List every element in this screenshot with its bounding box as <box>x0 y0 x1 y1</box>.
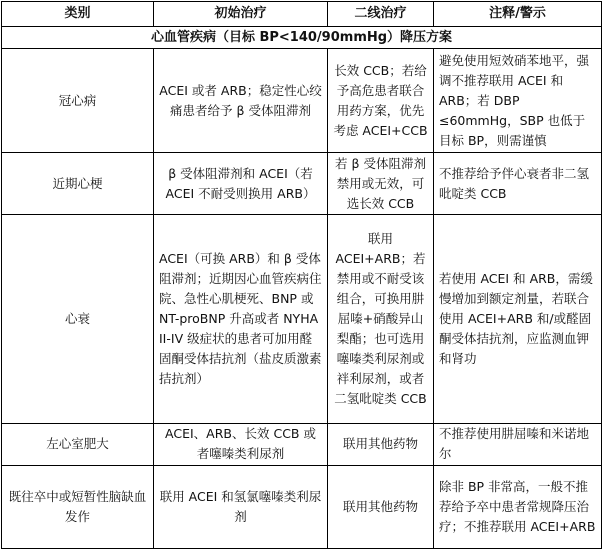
section-title: 心血管疾病（目标 BP<140/90mmHg）降压方案 <box>2 27 602 49</box>
table-row <box>2 153 602 215</box>
row-second-line-therapy: 联用其他药物 <box>328 465 434 548</box>
row-category: 既往卒中或短暂性脑缺血发作 <box>2 465 154 548</box>
row-notes: 除非 BP 非常高，一般不推荐给予卒中患者常规降压治疗；不推荐联用 ACEI+ARB <box>434 465 602 548</box>
row-notes: 避免使用短效硝苯地平，强调不推荐联用 ACEI 和 ARB；若 DBP ≤60mmHg，SBP 也低于目标 BP，则需谨慎 <box>434 49 602 153</box>
section-row <box>2 27 602 49</box>
row-initial-therapy: ACEI、ARB、长效 CCB 或者噻嗪类利尿剂 <box>154 423 328 465</box>
row-notes: 不推荐使用肼屈嗪和米诺地尔 <box>434 423 602 465</box>
row-initial-therapy: ACEI（可换 ARB）和 β 受体阻滞剂；近期因心血管疾病住院、急性心肌梗死、BNP 或 NT-proBNP 升高或者 NYHA II-IV 级症状的患者可加用醛固酮受体拮抗剂（盐皮质激素拮抗剂） <box>154 215 328 423</box>
row-category: 近期心梗 <box>2 153 154 215</box>
header-notes-warnings: 注释/警示 <box>434 2 602 27</box>
row-initial-therapy: 联用 ACEI 和氢氯噻嗪类利尿剂 <box>154 465 328 548</box>
row-category: 心衰 <box>2 215 154 423</box>
header-initial-therapy: 初始治疗 <box>154 2 328 27</box>
row-second-line-therapy: 长效 CCB；若给予高危患者联合用药方案，优先考虑 ACEI+CCB <box>328 49 434 153</box>
row-initial-therapy: β 受体阻滞剂和 ACEI（若 ACEI 不耐受则换用 ARB） <box>154 153 328 215</box>
table-row <box>2 49 602 153</box>
header-second-line-therapy: 二线治疗 <box>328 2 434 27</box>
hypertension-regimen-table <box>1 1 602 549</box>
row-notes: 若使用 ACEI 和 ARB，需缓慢增加到额定剂量，若联合使用 ACEI+ARB 和/或醛固酮受体拮抗剂，应监测血钾和肾功 <box>434 215 602 423</box>
table-row <box>2 465 602 548</box>
row-category: 冠心病 <box>2 49 154 153</box>
row-second-line-therapy: 若 β 受体阻滞剂禁用或无效，可选长效 CCB <box>328 153 434 215</box>
table-row <box>2 215 602 423</box>
row-notes: 不推荐给予伴心衰者非二氢吡啶类 CCB <box>434 153 602 215</box>
header-category: 类别 <box>2 2 154 27</box>
row-second-line-therapy: 联用其他药物 <box>328 423 434 465</box>
row-second-line-therapy: 联用 ACEI+ARB；若禁用或不耐受该组合，可换用肼屈嗪+硝酸异山梨酯；也可选用噻嗪类利尿剂或袢利尿剂，或者二氢吡啶类 CCB <box>328 215 434 423</box>
header-row <box>2 2 602 27</box>
row-initial-therapy: ACEI 或者 ARB；稳定性心绞痛患者给予 β 受体阻滞剂 <box>154 49 328 153</box>
table-row <box>2 423 602 465</box>
row-category: 左心室肥大 <box>2 423 154 465</box>
